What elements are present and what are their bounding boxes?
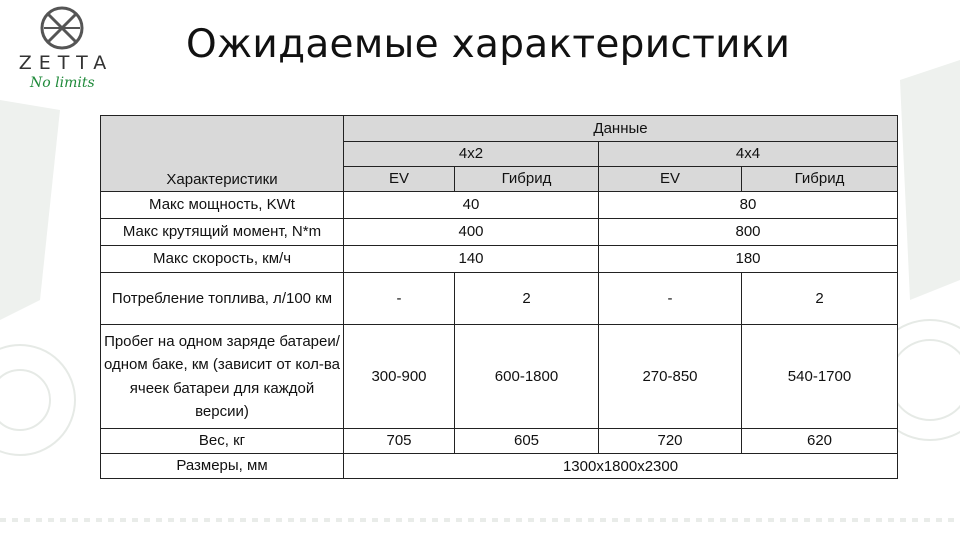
header-hybrid-4x4: Гибрид bbox=[742, 167, 898, 192]
cell-ev-4x2: 300-900 bbox=[344, 325, 455, 429]
brand-tagline: No limits bbox=[30, 75, 95, 91]
cell-4x4: 180 bbox=[599, 246, 898, 273]
cell-hybrid-4x4: 620 bbox=[742, 429, 898, 454]
cell-hybrid-4x4: 2 bbox=[742, 273, 898, 325]
cell-ev-4x2: - bbox=[344, 273, 455, 325]
cell-4x2: 140 bbox=[344, 246, 599, 273]
header-characteristics: Характеристики bbox=[101, 116, 344, 192]
table-row bbox=[101, 192, 898, 219]
cell-4x4: 80 bbox=[599, 192, 898, 219]
cell-hybrid-4x2: 600-1800 bbox=[455, 325, 599, 429]
zetta-emblem-icon bbox=[4, 4, 128, 54]
cell-hybrid-4x2: 605 bbox=[455, 429, 599, 454]
row-label: Вес, кг bbox=[101, 429, 344, 454]
cell-ev-4x4: 720 bbox=[599, 429, 742, 454]
table-row bbox=[101, 429, 898, 454]
cell-ev-4x4: - bbox=[599, 273, 742, 325]
header-group-4x2: 4x2 bbox=[344, 142, 599, 167]
row-label: Макс крутящий момент, N*m bbox=[101, 219, 344, 246]
page-title: Ожидаемые характеристики bbox=[186, 22, 791, 67]
header-group-4x4: 4x4 bbox=[599, 142, 898, 167]
row-label: Макс скорость, км/ч bbox=[101, 246, 344, 273]
cell-4x2: 400 bbox=[344, 219, 599, 246]
row-label: Размеры, мм bbox=[101, 454, 344, 479]
row-label: Потребление топлива, л/100 км bbox=[101, 273, 344, 325]
zetta-logo bbox=[4, 4, 128, 90]
brand-name: ZETTA bbox=[18, 52, 114, 74]
table-row bbox=[101, 273, 898, 325]
header-hybrid-4x2: Гибрид bbox=[455, 167, 599, 192]
table-row bbox=[101, 454, 898, 479]
table-row bbox=[101, 325, 898, 429]
cell-4x2: 40 bbox=[344, 192, 599, 219]
table-row bbox=[101, 246, 898, 273]
cell-dimensions: 1300x1800x2300 bbox=[344, 454, 898, 479]
row-label: Макс мощность, KWt bbox=[101, 192, 344, 219]
cell-hybrid-4x2: 2 bbox=[455, 273, 599, 325]
cell-4x4: 800 bbox=[599, 219, 898, 246]
table-row bbox=[101, 219, 898, 246]
specs-table bbox=[100, 115, 898, 479]
header-ev-4x2: EV bbox=[344, 167, 455, 192]
header-ev-4x4: EV bbox=[599, 167, 742, 192]
row-label: Пробег на одном заряде батареи/ одном баке, км (зависит от кол-ва ячеек батареи для каждой версии) bbox=[101, 325, 344, 429]
cell-ev-4x4: 270-850 bbox=[599, 325, 742, 429]
header-data: Данные bbox=[344, 116, 898, 142]
cell-hybrid-4x4: 540-1700 bbox=[742, 325, 898, 429]
cell-ev-4x2: 705 bbox=[344, 429, 455, 454]
